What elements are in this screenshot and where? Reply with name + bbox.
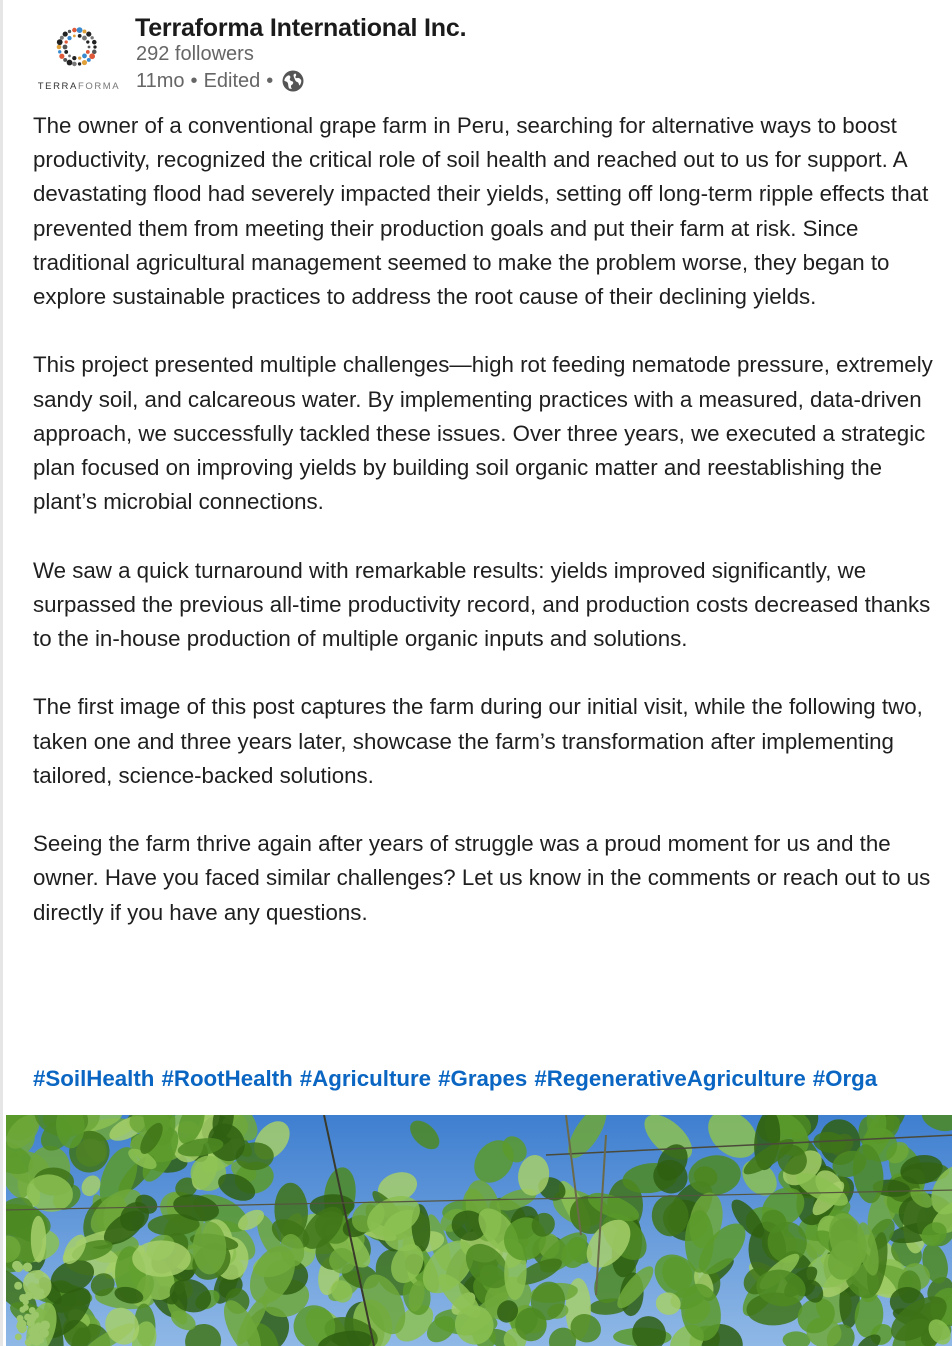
- hashtag-link[interactable]: #Orga: [812, 1066, 878, 1091]
- logo-dots-icon: [31, 24, 123, 80]
- logo-wordmark: TERRAFORMA: [37, 81, 121, 92]
- separator-dot: •: [266, 69, 274, 92]
- post-paragraph: The first image of this post captures the farm during our initial visit, while the following two, taken one and three years later, showcase the farm’s transformation after implementing tailored, science-backed solutions.: [33, 694, 923, 788]
- follower-count: 292 followers: [136, 43, 254, 65]
- post-meta: [136, 69, 305, 93]
- post-header: [25, 10, 925, 100]
- post-paragraph: Seeing the farm thrive again after years of struggle was a proud moment for us and the owner. Have you faced similar challenges? Let us know in the comments or reach out to us directly if you have any questions.: [33, 831, 931, 925]
- hashtag-link[interactable]: #Agriculture: [299, 1066, 432, 1091]
- globe-icon: [281, 69, 305, 93]
- edited-label: Edited: [203, 69, 261, 92]
- hashtag-link[interactable]: #RootHealth: [161, 1066, 293, 1091]
- post-paragraph: We saw a quick turnaround with remarkable results: yields improved significantly, we surpassed the previous all-time productivity record, and production costs decreased thanks to the in-house production of multiple organic inputs and solutions.: [33, 557, 931, 652]
- hashtag-row: [33, 1066, 928, 1092]
- hashtag-link[interactable]: #RegenerativeAgriculture: [534, 1066, 806, 1091]
- company-logo[interactable]: [31, 24, 123, 94]
- hashtag-link[interactable]: #Grapes: [438, 1066, 528, 1091]
- post-image-grape-vines[interactable]: [6, 1115, 952, 1346]
- post-paragraph: The owner of a conventional grape farm in Peru, searching for alternative ways to boost productivity, recognized the critical role of soil health and reached out to us for support. A devastating flood had severely impacted their yields, setting off long-term ripple effects that prevented them from meeting their production goals and put their farm at risk. Since traditional agricultural management seemed to make the problem worse, they began to explore sustainable practices to address the root cause of their declining yields.: [33, 113, 929, 310]
- company-name-link[interactable]: Terraforma International Inc.: [135, 14, 467, 42]
- post-paragraph: This project presented multiple challenges—high rot feeding nematode pressure, extremely sandy soil, and calcareous water. By implementing practices with a measured, data-driven approach, we successfully tackled these issues. Over three years, we executed a strategic plan focused on improving yields by building soil organic matter and reestablishing the plant’s microbial connections.: [33, 352, 933, 515]
- post-time: 11mo: [136, 69, 185, 92]
- post-body: [33, 109, 933, 964]
- separator-dot: •: [190, 69, 198, 92]
- hashtag-link[interactable]: #SoilHealth: [33, 1066, 155, 1091]
